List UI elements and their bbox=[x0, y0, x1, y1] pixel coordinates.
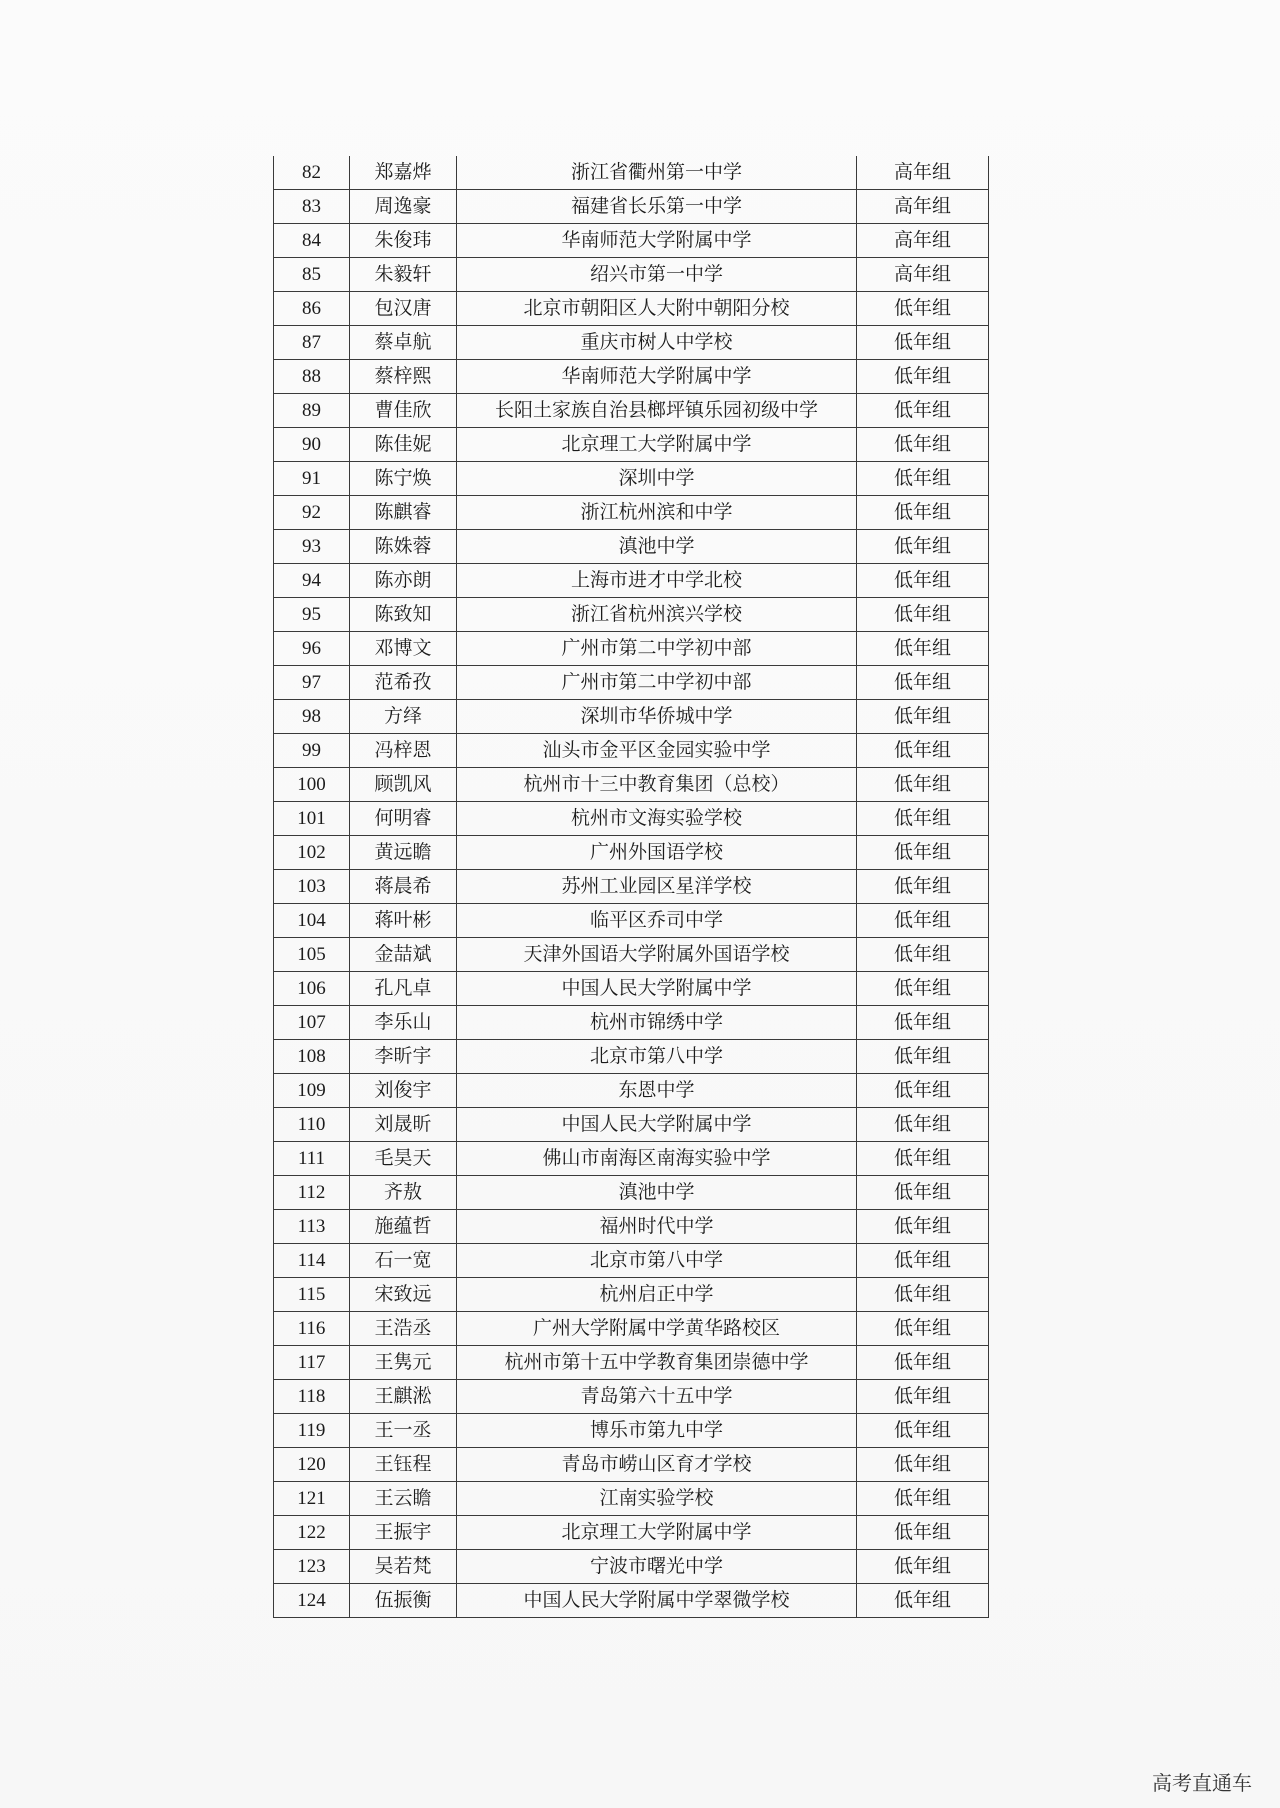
row-number-cell: 99 bbox=[274, 734, 350, 768]
table-row bbox=[274, 870, 989, 904]
group-cell: 低年组 bbox=[857, 1278, 989, 1312]
school-name-cell: 深圳中学 bbox=[457, 462, 857, 496]
table-row bbox=[274, 1312, 989, 1346]
table-row bbox=[274, 734, 989, 768]
group-cell: 低年组 bbox=[857, 1040, 989, 1074]
school-name-cell: 中国人民大学附属中学 bbox=[457, 972, 857, 1006]
table-row bbox=[274, 1176, 989, 1210]
row-number-cell: 108 bbox=[274, 1040, 350, 1074]
group-cell: 低年组 bbox=[857, 1584, 989, 1618]
school-name-cell: 滇池中学 bbox=[457, 1176, 857, 1210]
school-name-cell: 青岛第六十五中学 bbox=[457, 1380, 857, 1414]
school-name-cell: 浙江省衢州第一中学 bbox=[457, 156, 857, 190]
student-name-cell: 方绎 bbox=[350, 700, 457, 734]
student-name-cell: 毛昊天 bbox=[350, 1142, 457, 1176]
table-row bbox=[274, 1006, 989, 1040]
table-row bbox=[274, 1142, 989, 1176]
row-number-cell: 101 bbox=[274, 802, 350, 836]
table-row bbox=[274, 1550, 989, 1584]
group-cell: 低年组 bbox=[857, 292, 989, 326]
school-name-cell: 深圳市华侨城中学 bbox=[457, 700, 857, 734]
student-name-cell: 范希孜 bbox=[350, 666, 457, 700]
school-name-cell: 重庆市树人中学校 bbox=[457, 326, 857, 360]
row-number-cell: 118 bbox=[274, 1380, 350, 1414]
group-cell: 低年组 bbox=[857, 802, 989, 836]
group-cell: 低年组 bbox=[857, 700, 989, 734]
group-cell: 低年组 bbox=[857, 768, 989, 802]
school-name-cell: 长阳土家族自治县榔坪镇乐园初级中学 bbox=[457, 394, 857, 428]
group-cell: 低年组 bbox=[857, 972, 989, 1006]
group-cell: 低年组 bbox=[857, 598, 989, 632]
row-number-cell: 123 bbox=[274, 1550, 350, 1584]
table-row bbox=[274, 428, 989, 462]
table-row bbox=[274, 768, 989, 802]
table-row bbox=[274, 258, 989, 292]
school-name-cell: 华南师范大学附属中学 bbox=[457, 224, 857, 258]
student-name-cell: 李昕宇 bbox=[350, 1040, 457, 1074]
table-row bbox=[274, 1040, 989, 1074]
group-cell: 低年组 bbox=[857, 462, 989, 496]
group-cell: 低年组 bbox=[857, 1414, 989, 1448]
group-cell: 低年组 bbox=[857, 1142, 989, 1176]
school-name-cell: 绍兴市第一中学 bbox=[457, 258, 857, 292]
school-name-cell: 广州市第二中学初中部 bbox=[457, 632, 857, 666]
student-name-cell: 陈宁焕 bbox=[350, 462, 457, 496]
student-name-cell: 蒋晨希 bbox=[350, 870, 457, 904]
row-number-cell: 83 bbox=[274, 190, 350, 224]
row-number-cell: 107 bbox=[274, 1006, 350, 1040]
table-row bbox=[274, 836, 989, 870]
row-number-cell: 102 bbox=[274, 836, 350, 870]
student-name-cell: 陈姝蓉 bbox=[350, 530, 457, 564]
school-name-cell: 杭州市十三中教育集团（总校） bbox=[457, 768, 857, 802]
student-name-cell: 伍振衡 bbox=[350, 1584, 457, 1618]
row-number-cell: 90 bbox=[274, 428, 350, 462]
table-row bbox=[274, 802, 989, 836]
group-cell: 低年组 bbox=[857, 1482, 989, 1516]
table-row bbox=[274, 1380, 989, 1414]
group-cell: 低年组 bbox=[857, 496, 989, 530]
school-name-cell: 浙江省杭州滨兴学校 bbox=[457, 598, 857, 632]
table-row bbox=[274, 1210, 989, 1244]
school-name-cell: 杭州市第十五中学教育集团崇德中学 bbox=[457, 1346, 857, 1380]
row-number-cell: 116 bbox=[274, 1312, 350, 1346]
row-number-cell: 103 bbox=[274, 870, 350, 904]
row-number-cell: 86 bbox=[274, 292, 350, 326]
student-name-cell: 宋致远 bbox=[350, 1278, 457, 1312]
table-row bbox=[274, 938, 989, 972]
student-name-cell: 孔凡卓 bbox=[350, 972, 457, 1006]
student-name-cell: 顾凯风 bbox=[350, 768, 457, 802]
table-row bbox=[274, 496, 989, 530]
table-row bbox=[274, 394, 989, 428]
row-number-cell: 94 bbox=[274, 564, 350, 598]
group-cell: 高年组 bbox=[857, 224, 989, 258]
group-cell: 低年组 bbox=[857, 1176, 989, 1210]
school-name-cell: 东恩中学 bbox=[457, 1074, 857, 1108]
group-cell: 低年组 bbox=[857, 632, 989, 666]
group-cell: 低年组 bbox=[857, 564, 989, 598]
school-name-cell: 广州市第二中学初中部 bbox=[457, 666, 857, 700]
school-name-cell: 浙江杭州滨和中学 bbox=[457, 496, 857, 530]
school-name-cell: 佛山市南海区南海实验中学 bbox=[457, 1142, 857, 1176]
row-number-cell: 105 bbox=[274, 938, 350, 972]
roster-table bbox=[273, 156, 989, 1618]
group-cell: 低年组 bbox=[857, 938, 989, 972]
student-name-cell: 施蕴哲 bbox=[350, 1210, 457, 1244]
table-row bbox=[274, 904, 989, 938]
table-row bbox=[274, 1516, 989, 1550]
table-row bbox=[274, 666, 989, 700]
school-name-cell: 杭州市文海实验学校 bbox=[457, 802, 857, 836]
student-name-cell: 王浩丞 bbox=[350, 1312, 457, 1346]
student-name-cell: 包汉唐 bbox=[350, 292, 457, 326]
table-row bbox=[274, 1108, 989, 1142]
row-number-cell: 104 bbox=[274, 904, 350, 938]
student-name-cell: 黄远瞻 bbox=[350, 836, 457, 870]
school-name-cell: 福州时代中学 bbox=[457, 1210, 857, 1244]
student-name-cell: 朱毅轩 bbox=[350, 258, 457, 292]
group-cell: 低年组 bbox=[857, 870, 989, 904]
watermark-text: 高考直通车 bbox=[1152, 1771, 1252, 1795]
group-cell: 低年组 bbox=[857, 1312, 989, 1346]
student-name-cell: 王云瞻 bbox=[350, 1482, 457, 1516]
table-row bbox=[274, 598, 989, 632]
table-row bbox=[274, 326, 989, 360]
table-row bbox=[274, 700, 989, 734]
school-name-cell: 华南师范大学附属中学 bbox=[457, 360, 857, 394]
table-row bbox=[274, 530, 989, 564]
group-cell: 低年组 bbox=[857, 1074, 989, 1108]
table-row bbox=[274, 190, 989, 224]
school-name-cell: 杭州市锦绣中学 bbox=[457, 1006, 857, 1040]
group-cell: 高年组 bbox=[857, 190, 989, 224]
group-cell: 低年组 bbox=[857, 1108, 989, 1142]
row-number-cell: 87 bbox=[274, 326, 350, 360]
student-name-cell: 朱俊玮 bbox=[350, 224, 457, 258]
group-cell: 低年组 bbox=[857, 836, 989, 870]
table-row bbox=[274, 224, 989, 258]
student-name-cell: 蒋叶彬 bbox=[350, 904, 457, 938]
table-row bbox=[274, 156, 989, 190]
table-row bbox=[274, 1074, 989, 1108]
table-row bbox=[274, 564, 989, 598]
group-cell: 低年组 bbox=[857, 734, 989, 768]
table-row bbox=[274, 360, 989, 394]
student-name-cell: 邓博文 bbox=[350, 632, 457, 666]
table-row bbox=[274, 462, 989, 496]
row-number-cell: 96 bbox=[274, 632, 350, 666]
group-cell: 低年组 bbox=[857, 1380, 989, 1414]
group-cell: 低年组 bbox=[857, 1346, 989, 1380]
row-number-cell: 89 bbox=[274, 394, 350, 428]
group-cell: 低年组 bbox=[857, 530, 989, 564]
group-cell: 低年组 bbox=[857, 1448, 989, 1482]
row-number-cell: 91 bbox=[274, 462, 350, 496]
school-name-cell: 中国人民大学附属中学 bbox=[457, 1108, 857, 1142]
row-number-cell: 124 bbox=[274, 1584, 350, 1618]
row-number-cell: 106 bbox=[274, 972, 350, 1006]
table-row bbox=[274, 1278, 989, 1312]
table-row bbox=[274, 292, 989, 326]
row-number-cell: 114 bbox=[274, 1244, 350, 1278]
group-cell: 低年组 bbox=[857, 1006, 989, 1040]
student-name-cell: 王振宇 bbox=[350, 1516, 457, 1550]
table-row bbox=[274, 1584, 989, 1618]
row-number-cell: 84 bbox=[274, 224, 350, 258]
student-name-cell: 齐敖 bbox=[350, 1176, 457, 1210]
school-name-cell: 临平区乔司中学 bbox=[457, 904, 857, 938]
row-number-cell: 112 bbox=[274, 1176, 350, 1210]
row-number-cell: 88 bbox=[274, 360, 350, 394]
school-name-cell: 北京市第八中学 bbox=[457, 1244, 857, 1278]
student-name-cell: 王钰程 bbox=[350, 1448, 457, 1482]
school-name-cell: 中国人民大学附属中学翠微学校 bbox=[457, 1584, 857, 1618]
student-name-cell: 曹佳欣 bbox=[350, 394, 457, 428]
student-name-cell: 郑嘉烨 bbox=[350, 156, 457, 190]
row-number-cell: 95 bbox=[274, 598, 350, 632]
row-number-cell: 82 bbox=[274, 156, 350, 190]
row-number-cell: 117 bbox=[274, 1346, 350, 1380]
school-name-cell: 北京理工大学附属中学 bbox=[457, 1516, 857, 1550]
student-name-cell: 王一丞 bbox=[350, 1414, 457, 1448]
school-name-cell: 青岛市崂山区育才学校 bbox=[457, 1448, 857, 1482]
group-cell: 低年组 bbox=[857, 394, 989, 428]
student-name-cell: 陈致知 bbox=[350, 598, 457, 632]
row-number-cell: 122 bbox=[274, 1516, 350, 1550]
table-row bbox=[274, 1414, 989, 1448]
group-cell: 低年组 bbox=[857, 360, 989, 394]
student-name-cell: 陈麒睿 bbox=[350, 496, 457, 530]
row-number-cell: 85 bbox=[274, 258, 350, 292]
row-number-cell: 98 bbox=[274, 700, 350, 734]
student-name-cell: 周逸豪 bbox=[350, 190, 457, 224]
row-number-cell: 92 bbox=[274, 496, 350, 530]
school-name-cell: 滇池中学 bbox=[457, 530, 857, 564]
row-number-cell: 115 bbox=[274, 1278, 350, 1312]
school-name-cell: 广州外国语学校 bbox=[457, 836, 857, 870]
group-cell: 低年组 bbox=[857, 1210, 989, 1244]
table-row bbox=[274, 1482, 989, 1516]
student-name-cell: 李乐山 bbox=[350, 1006, 457, 1040]
school-name-cell: 上海市进才中学北校 bbox=[457, 564, 857, 598]
student-name-cell: 陈佳妮 bbox=[350, 428, 457, 462]
student-name-cell: 石一宽 bbox=[350, 1244, 457, 1278]
school-name-cell: 广州大学附属中学黄华路校区 bbox=[457, 1312, 857, 1346]
school-name-cell: 苏州工业园区星洋学校 bbox=[457, 870, 857, 904]
group-cell: 低年组 bbox=[857, 1244, 989, 1278]
school-name-cell: 北京市朝阳区人大附中朝阳分校 bbox=[457, 292, 857, 326]
student-name-cell: 刘俊宇 bbox=[350, 1074, 457, 1108]
student-name-cell: 吴若梵 bbox=[350, 1550, 457, 1584]
row-number-cell: 93 bbox=[274, 530, 350, 564]
group-cell: 低年组 bbox=[857, 666, 989, 700]
row-number-cell: 109 bbox=[274, 1074, 350, 1108]
student-name-cell: 冯梓恩 bbox=[350, 734, 457, 768]
group-cell: 低年组 bbox=[857, 428, 989, 462]
student-name-cell: 蔡卓航 bbox=[350, 326, 457, 360]
school-name-cell: 汕头市金平区金园实验中学 bbox=[457, 734, 857, 768]
row-number-cell: 111 bbox=[274, 1142, 350, 1176]
group-cell: 低年组 bbox=[857, 1550, 989, 1584]
school-name-cell: 江南实验学校 bbox=[457, 1482, 857, 1516]
group-cell: 高年组 bbox=[857, 258, 989, 292]
row-number-cell: 97 bbox=[274, 666, 350, 700]
school-name-cell: 天津外国语大学附属外国语学校 bbox=[457, 938, 857, 972]
row-number-cell: 120 bbox=[274, 1448, 350, 1482]
table-row bbox=[274, 1244, 989, 1278]
table-row bbox=[274, 972, 989, 1006]
table-row bbox=[274, 1448, 989, 1482]
student-name-cell: 王麒淞 bbox=[350, 1380, 457, 1414]
group-cell: 低年组 bbox=[857, 326, 989, 360]
school-name-cell: 北京理工大学附属中学 bbox=[457, 428, 857, 462]
school-name-cell: 博乐市第九中学 bbox=[457, 1414, 857, 1448]
school-name-cell: 杭州启正中学 bbox=[457, 1278, 857, 1312]
group-cell: 低年组 bbox=[857, 904, 989, 938]
student-name-cell: 何明睿 bbox=[350, 802, 457, 836]
roster-table-body bbox=[274, 156, 989, 1618]
row-number-cell: 110 bbox=[274, 1108, 350, 1142]
student-name-cell: 刘晟昕 bbox=[350, 1108, 457, 1142]
school-name-cell: 北京市第八中学 bbox=[457, 1040, 857, 1074]
group-cell: 低年组 bbox=[857, 1516, 989, 1550]
row-number-cell: 113 bbox=[274, 1210, 350, 1244]
table-row bbox=[274, 632, 989, 666]
student-name-cell: 蔡梓熙 bbox=[350, 360, 457, 394]
group-cell: 高年组 bbox=[857, 156, 989, 190]
row-number-cell: 119 bbox=[274, 1414, 350, 1448]
table-row bbox=[274, 1346, 989, 1380]
row-number-cell: 100 bbox=[274, 768, 350, 802]
student-name-cell: 陈亦朗 bbox=[350, 564, 457, 598]
student-name-cell: 金喆斌 bbox=[350, 938, 457, 972]
school-name-cell: 福建省长乐第一中学 bbox=[457, 190, 857, 224]
row-number-cell: 121 bbox=[274, 1482, 350, 1516]
student-name-cell: 王隽元 bbox=[350, 1346, 457, 1380]
school-name-cell: 宁波市曙光中学 bbox=[457, 1550, 857, 1584]
